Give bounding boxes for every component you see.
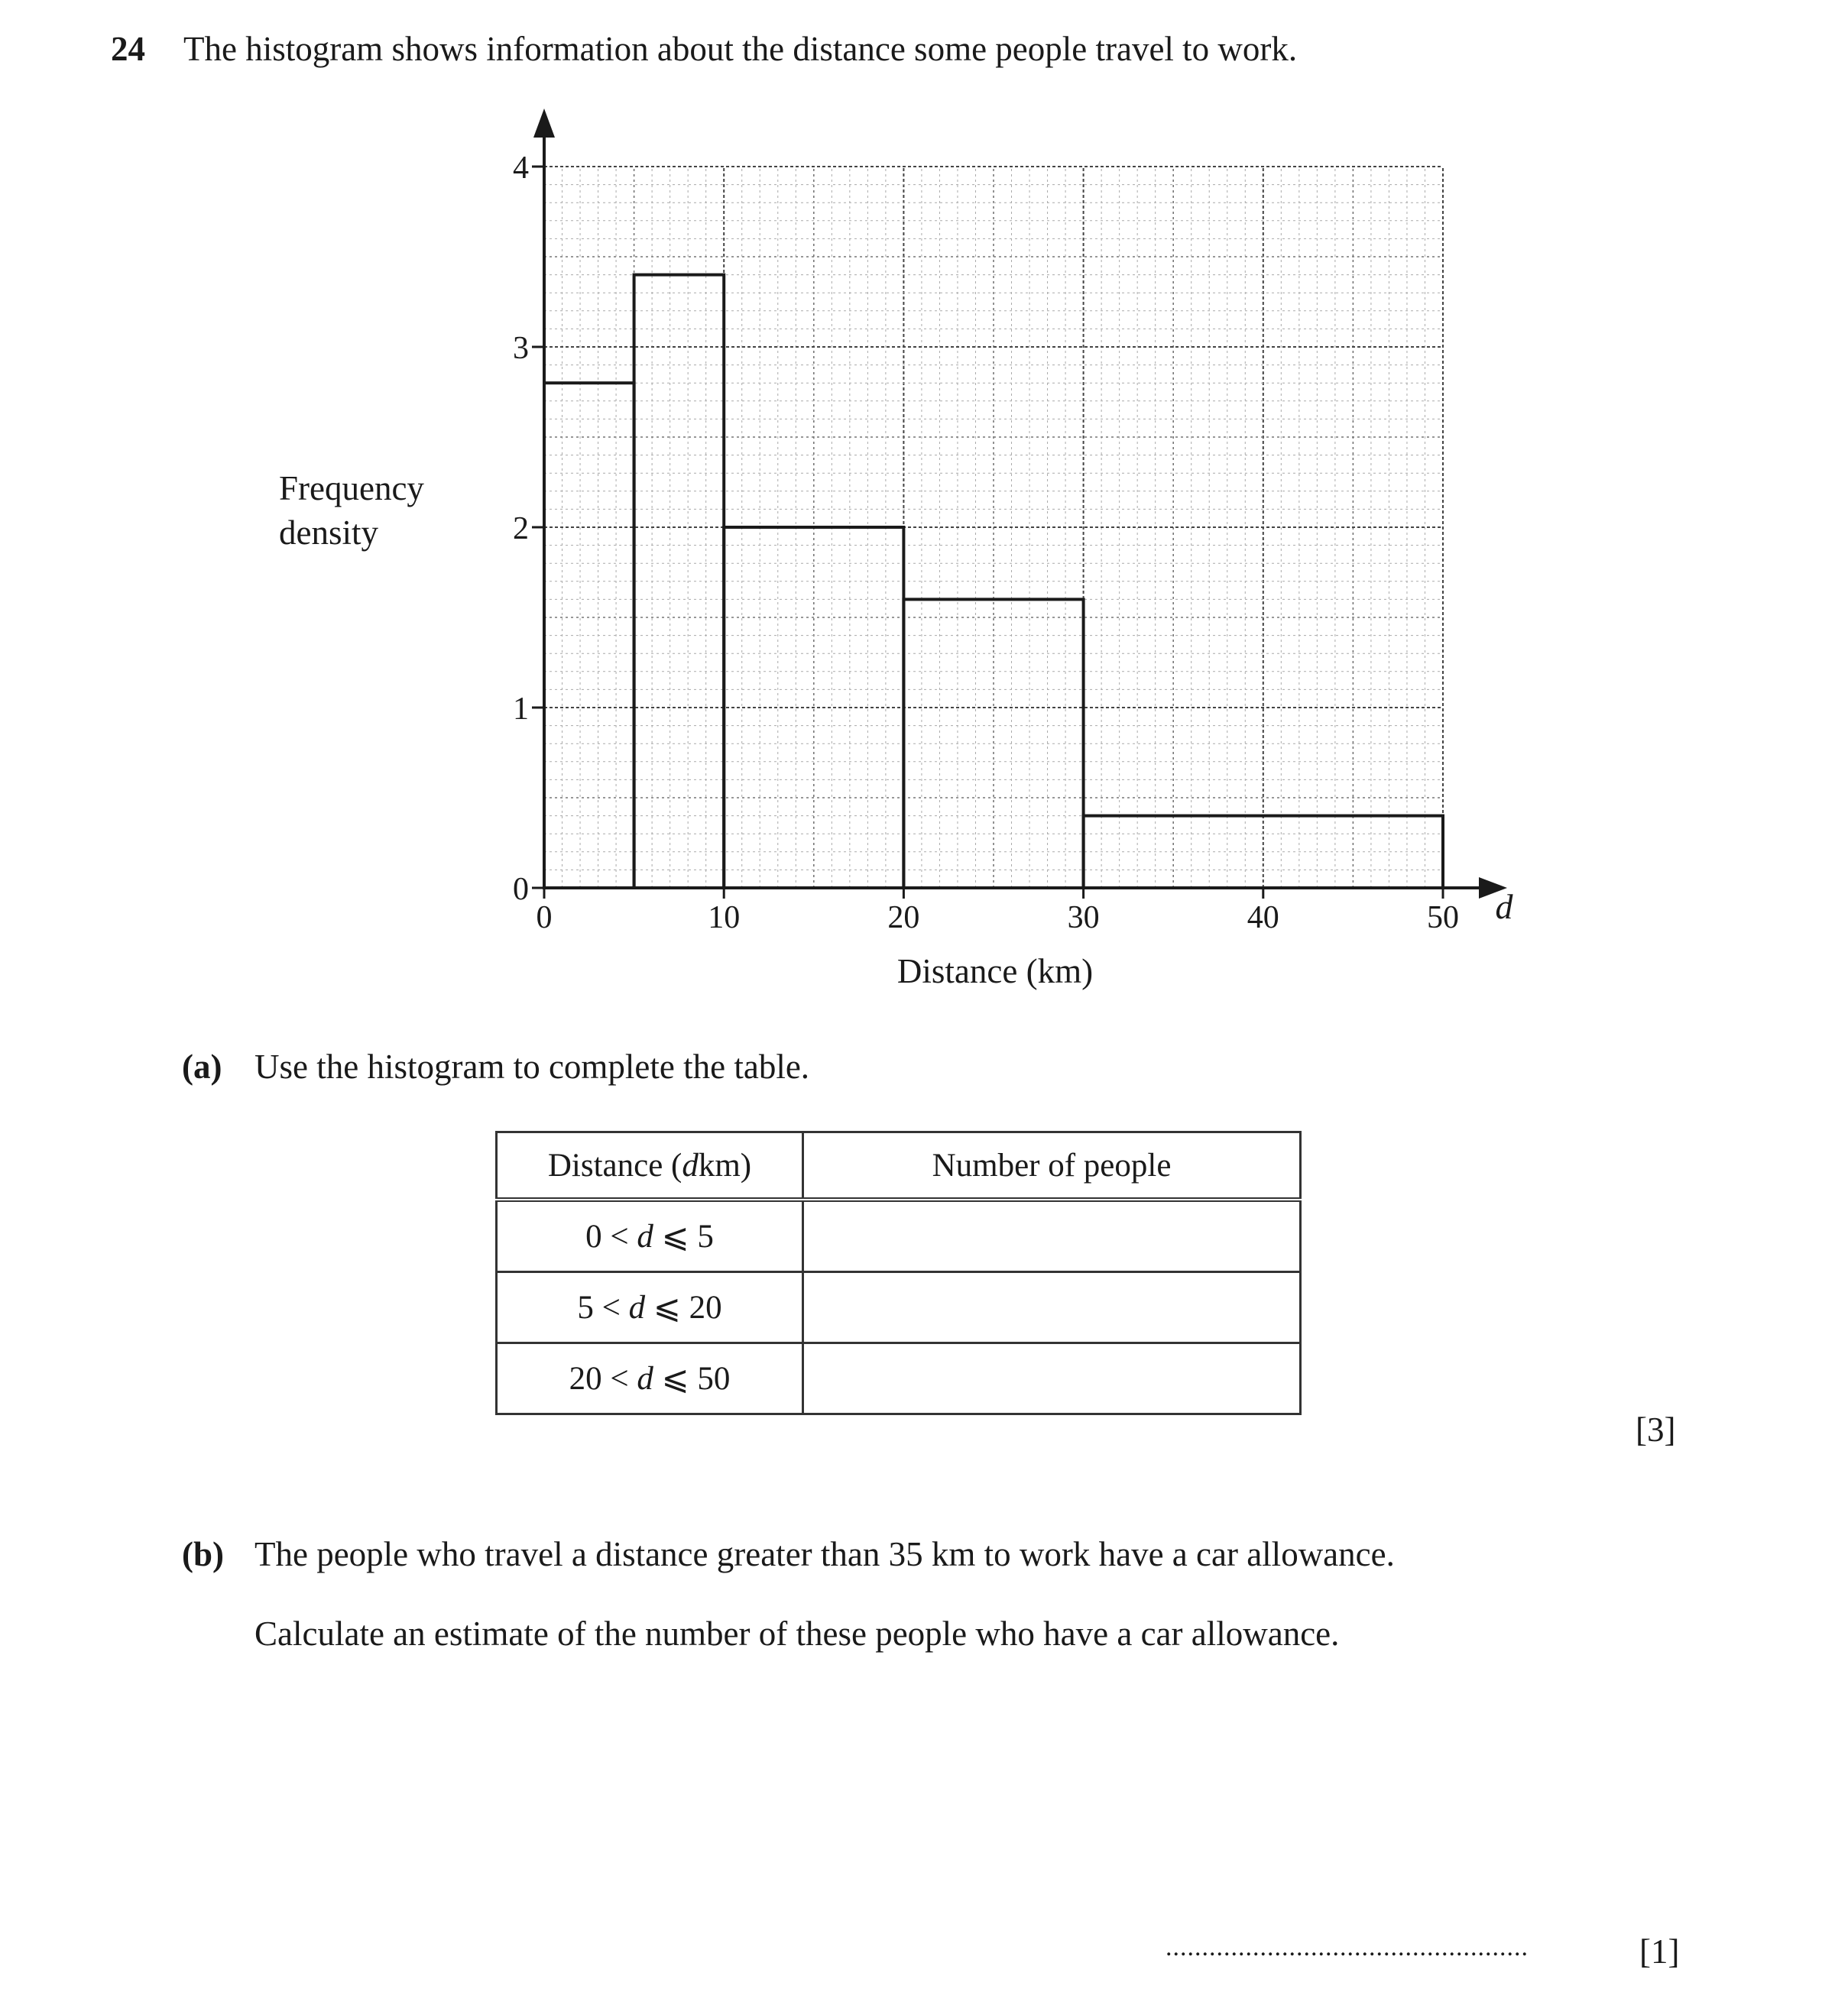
question-number: 24 — [111, 30, 145, 68]
number-of-people-answer-cell[interactable] — [803, 1200, 1301, 1272]
table-row — [497, 1200, 1301, 1272]
answer-line[interactable]: .................................................. — [1166, 1933, 1529, 1961]
part-b-text-1: The people who travel a distance greater than 35 km to work have a car allowance. — [255, 1535, 1395, 1573]
y-tick-label: 1 — [513, 692, 529, 727]
x-tick-label: 0 — [536, 900, 553, 935]
x-tick-label: 30 — [1067, 900, 1100, 935]
y-tick-label: 4 — [513, 151, 529, 186]
header-distance: Distance (dkm) — [497, 1132, 803, 1200]
frequency-table — [495, 1131, 1302, 1415]
x-tick-label: 10 — [708, 900, 741, 935]
x-tick-label: 50 — [1427, 900, 1459, 935]
question-text: The histogram shows information about the distance some people travel to work. — [183, 30, 1298, 68]
table-header-row — [497, 1132, 1301, 1200]
table-row — [497, 1343, 1301, 1414]
y-axis-label-line-2: density — [279, 513, 378, 552]
part-a-text: Use the histogram to complete the table. — [255, 1048, 810, 1086]
table-row — [497, 1272, 1301, 1343]
y-tick-label: 2 — [513, 511, 529, 546]
part-a-marks: [3] — [1636, 1411, 1676, 1449]
y-tick-label: 0 — [513, 872, 529, 907]
y-axis-arrowhead — [533, 109, 555, 138]
header-number-of-people: Number of people — [803, 1132, 1301, 1200]
part-a-label: (a) — [182, 1048, 222, 1086]
part-b-text-2: Calculate an estimate of the number of these people who have a car allowance. — [255, 1615, 1340, 1653]
part-b-marks: [1] — [1639, 1932, 1680, 1971]
part-b-label: (b) — [182, 1535, 224, 1573]
number-of-people-answer-cell[interactable] — [803, 1343, 1301, 1414]
x-axis-symbol: d — [1495, 887, 1513, 926]
interval-cell: 5 < d ⩽ 20 — [497, 1272, 803, 1343]
y-tick-label: 3 — [513, 331, 529, 366]
x-tick-label: 40 — [1247, 900, 1279, 935]
interval-cell: 0 < d ⩽ 5 — [497, 1200, 803, 1272]
y-axis-label-line-1: Frequency — [279, 469, 424, 507]
x-tick-label: 20 — [887, 900, 920, 935]
x-axis-label: Distance (km) — [896, 952, 1094, 990]
interval-cell: 20 < d ⩽ 50 — [497, 1343, 803, 1414]
number-of-people-answer-cell[interactable] — [803, 1272, 1301, 1343]
